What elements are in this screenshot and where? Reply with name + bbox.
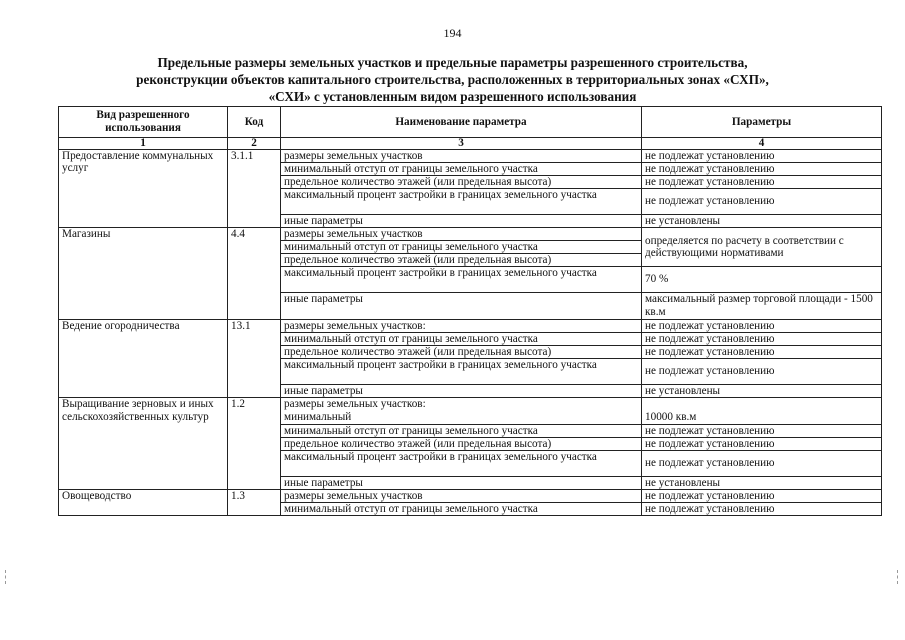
page-number: 194 [443, 26, 462, 40]
value-cell: не установлены [642, 385, 882, 398]
value-cell: не подлежат установлению [642, 359, 882, 385]
header-param: Наименование параметра [281, 107, 642, 138]
header-code: Код [228, 107, 281, 138]
param-cell: предельное количество этажей (или предельная высота) [281, 254, 642, 267]
param-cell: максимальный процент застройки в границах земельного участка [281, 189, 642, 215]
value-cell: не подлежат установлению [642, 320, 882, 333]
param-line: размеры земельных участков: [284, 398, 426, 410]
value-cell: не установлены [642, 477, 882, 490]
value-cell: не подлежат установлению [642, 490, 882, 503]
column-number: 4 [642, 138, 882, 150]
param-cell: минимальный отступ от границы земельного участка [281, 333, 642, 346]
param-cell: минимальный отступ от границы земельного участка [281, 503, 642, 516]
param-cell [281, 398, 642, 425]
value-cell: не подлежат установлению [642, 333, 882, 346]
value-cell-merged: определяется по расчету в соответствии с действующими нормативами [642, 228, 882, 267]
value-cell: максимальный размер торговой площади - 1500 кв.м [642, 293, 882, 320]
param-cell: размеры земельных участков [281, 490, 642, 503]
value-cell: не подлежат установлению [642, 346, 882, 359]
param-cell: максимальный процент застройки в границах земельного участка [281, 359, 642, 385]
code-cell: 13.1 [228, 320, 281, 398]
code-cell: 4.4 [228, 228, 281, 320]
value-cell: не установлены [642, 215, 882, 228]
param-cell: иные параметры [281, 477, 642, 490]
header-type: Вид разрешенного использования [59, 107, 228, 138]
param-cell: предельное количество этажей (или предельная высота) [281, 438, 642, 451]
title-line-1: Предельные размеры земельных участков и предельные параметры разрешенного строительства, [157, 55, 748, 70]
param-cell: размеры земельных участков [281, 228, 642, 241]
param-cell: предельное количество этажей (или предельная высота) [281, 176, 642, 189]
value-cell: 10000 кв.м [642, 398, 882, 425]
table-row [59, 320, 882, 333]
use-type-cell: Магазины [59, 228, 228, 320]
param-cell: минимальный отступ от границы земельного участка [281, 241, 642, 254]
parameters-table [58, 106, 882, 516]
value-cell: не подлежат установлению [642, 189, 882, 215]
param-cell: максимальный процент застройки в границах земельного участка [281, 451, 642, 477]
scan-margin-mark [897, 570, 901, 584]
value-cell: не подлежат установлению [642, 150, 882, 163]
code-cell: 1.2 [228, 398, 281, 490]
table-row [59, 228, 882, 241]
param-cell: размеры земельных участков [281, 150, 642, 163]
use-type-cell: Ведение огородничества [59, 320, 228, 398]
title-line-3: «СХИ» с установленным видом разрешенного использования [268, 89, 637, 104]
value-cell: не подлежат установлению [642, 425, 882, 438]
value-cell: не подлежат установлению [642, 163, 882, 176]
value-cell: не подлежат установлению [642, 438, 882, 451]
table-row [59, 150, 882, 163]
param-cell: минимальный отступ от границы земельного участка [281, 163, 642, 176]
table-header-row [59, 107, 882, 138]
param-cell: иные параметры [281, 215, 642, 228]
header-value: Параметры [642, 107, 882, 138]
column-number: 2 [228, 138, 281, 150]
use-type-cell: Предоставление коммунальных услуг [59, 150, 228, 228]
title-line-2: реконструкции объектов капитального строительства, расположенных в территориальных зонах «СХП», [136, 72, 769, 87]
value-cell: не подлежат установлению [642, 503, 882, 516]
value-cell: не подлежат установлению [642, 451, 882, 477]
use-type-cell: Выращивание зерновых и иных сельскохозяйственных культур [59, 398, 228, 490]
param-cell: максимальный процент застройки в границах земельного участка [281, 267, 642, 293]
document-title [90, 54, 815, 105]
column-number: 3 [281, 138, 642, 150]
code-cell: 3.1.1 [228, 150, 281, 228]
code-cell: 1.3 [228, 490, 281, 516]
param-cell: предельное количество этажей (или предельная высота) [281, 346, 642, 359]
table-row [59, 490, 882, 503]
value-cell: не подлежат установлению [642, 176, 882, 189]
use-type-cell: Овощеводство [59, 490, 228, 516]
param-cell: иные параметры [281, 385, 642, 398]
param-cell: размеры земельных участков: [281, 320, 642, 333]
scan-margin-mark [5, 570, 9, 584]
column-number-row [59, 138, 882, 150]
param-line: минимальный [284, 411, 352, 423]
value-cell: 70 % [642, 267, 882, 293]
param-cell: минимальный отступ от границы земельного участка [281, 425, 642, 438]
param-cell: иные параметры [281, 293, 642, 320]
column-number: 1 [59, 138, 228, 150]
table-row [59, 398, 882, 425]
